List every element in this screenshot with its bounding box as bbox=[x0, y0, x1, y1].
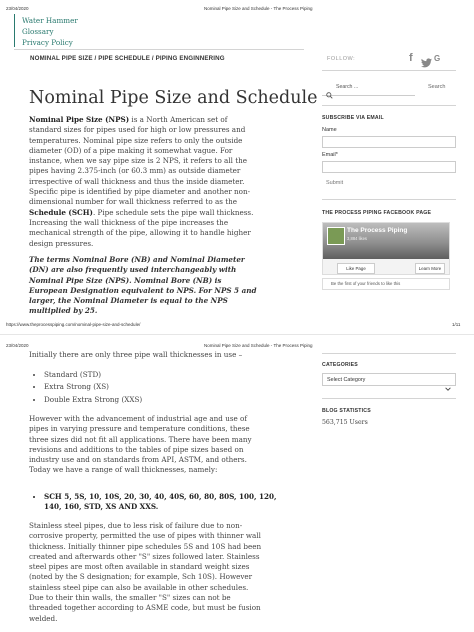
nps-term: Nominal Pipe Size (NPS) bbox=[29, 115, 130, 124]
twitter-icon[interactable] bbox=[421, 53, 432, 63]
page-separator bbox=[0, 334, 474, 335]
search-field[interactable] bbox=[322, 82, 415, 96]
stainless-paragraph: Stainless steel pipes, due to less risk of failure due to non-corrosive property, permitted the use of pipes with thinner wall thickness. Initially thinner pipe schedules 5S and 10S had been created and afterwards other "S" sizes followed later. Stainless steel pipes are most often available in standard weight sizes (noted by the S designation; for example, Sch 10S). However stainless steel pipe can also be available in other schedules. Due to their thin walls, the smaller "S" sizes can not be threaded together according to ASME code, but must be fusion welded. bbox=[29, 521, 262, 623]
list-item: • SCH 5, 5S, 10, 10S, 20, 30, 40, 40S, 60, 80, 80S, 100, 120, 140, 160, STD, XS AND XXS. bbox=[44, 492, 277, 513]
search-input[interactable]: Search ... bbox=[336, 84, 359, 90]
email-label: Email* bbox=[322, 152, 338, 158]
subscribe-heading: SUBSCRIBE VIA EMAIL bbox=[322, 115, 384, 121]
print-doc-title-2: Nominal Pipe Size and Schedule - The Process Piping bbox=[204, 343, 313, 348]
advancement-paragraph: However with the advancement of industrial age and use of pipes in varying pressure and temperature conditions, these three sizes did not fit all applications. There have been many revisions and additions to the tables of pipe sizes based on industry use and on standards from API, ASTM, and others. Today we have a range of wall thicknesses, namely: bbox=[29, 414, 252, 475]
thickness-list bbox=[29, 370, 264, 405]
facebook-page-thumbnail bbox=[327, 227, 345, 245]
name-field[interactable] bbox=[322, 136, 456, 148]
facebook-page-name[interactable]: The Process Piping bbox=[347, 227, 408, 234]
email-field[interactable] bbox=[322, 161, 456, 173]
blog-stats-heading: BLOG STATISTICS bbox=[322, 408, 371, 414]
list-item: • Standard (STD) bbox=[44, 370, 264, 380]
facebook-learn-more-button[interactable]: Learn More bbox=[415, 263, 445, 274]
submit-button[interactable]: Submit bbox=[326, 180, 344, 186]
list-item: • Extra Strong (XS) bbox=[44, 382, 264, 392]
footer-page-number: 1/11 bbox=[452, 322, 461, 327]
list-item: • Double Extra Strong (XXS) bbox=[44, 395, 264, 405]
search-button[interactable]: Search bbox=[428, 84, 446, 90]
footer-url: https://www.theprocesspiping.com/nominal-pipe-size-and-schedule/ bbox=[6, 322, 141, 327]
follow-label: FOLLOW: bbox=[327, 56, 356, 62]
google-plus-icon[interactable]: G bbox=[434, 54, 441, 63]
search-icon bbox=[326, 84, 333, 103]
schedule-term: Schedule (SCH) bbox=[29, 207, 93, 217]
facebook-footer-text: Be the first of your friends to like this bbox=[331, 281, 401, 286]
print-date: 23/04/2020 bbox=[6, 6, 29, 11]
chevron-down-icon bbox=[445, 377, 451, 396]
blog-stats-value: 563,715 Users bbox=[322, 419, 368, 426]
intro-text-a: is a North American set of standard sizes for pipes used for high or low pressures and temperatures. Nominal pipe size refers to only the outside diameter (OD) of a pipe making it somewhat vague. For instance, when we say pipe size is 2 NPS, it refers to all the pipes having 2.375-inch (or 60.3 mm) as outside diameter irrespective of wall thickness and thus the inside diameter. Specific pipe is identified by pipe diameter and another non-dimensional number for wall thickness referred to as the bbox=[29, 115, 251, 207]
intro-line: Initially there are only three pipe wall thicknesses in use – bbox=[29, 350, 243, 359]
category-select[interactable] bbox=[322, 373, 456, 386]
print-date-2: 23/04/2020 bbox=[6, 343, 29, 348]
divider-top bbox=[14, 49, 304, 50]
facebook-icon[interactable]: f bbox=[409, 52, 413, 64]
breadcrumb: NOMINAL PIPE SIZE / PIPE SCHEDULE / PIPING ENGINNERING bbox=[30, 55, 225, 62]
category-select-value: Select Category bbox=[327, 377, 366, 383]
left-accent-bar bbox=[14, 14, 15, 47]
top-link-water-hammer[interactable]: Water Hammer bbox=[22, 16, 78, 25]
facebook-likes-count: 3,884 likes bbox=[347, 236, 368, 241]
name-label: Name bbox=[322, 127, 337, 133]
top-link-glossary[interactable]: Glossary bbox=[22, 27, 54, 36]
facebook-widget-footer bbox=[322, 278, 450, 290]
intro-paragraph bbox=[29, 115, 260, 249]
divider-sidebar-4 bbox=[322, 353, 456, 354]
schedule-list bbox=[29, 492, 277, 513]
nominal-bore-note: The terms Nominal Bore (NB) and Nominal Diameter (DN) are also frequently used interchangeably with Nominal Pipe Size (NPS). Nominal Bore (NB) is European Designation equivalent to NPS. For NPS 5 and larger, the Nominal Diameter is equal to the NPS multiplied by 25. bbox=[29, 255, 257, 316]
categories-heading: CATEGORIES bbox=[322, 362, 358, 368]
facebook-like-button[interactable]: Like Page bbox=[337, 263, 375, 274]
print-doc-title: Nominal Pipe Size and Schedule - The Process Piping bbox=[204, 6, 313, 11]
article-title: Nominal Pipe Size and Schedule bbox=[29, 88, 318, 108]
divider-sidebar-3 bbox=[322, 199, 456, 200]
top-link-privacy-policy[interactable]: Privacy Policy bbox=[22, 38, 73, 47]
intro-text-b: . Pipe schedule sets the pipe wall thickness. Increasing the wall thickness of the pipe increases the mechanical strength of the pipe, allowing it to handle higher design pressures. bbox=[29, 207, 254, 248]
facebook-page-widget[interactable] bbox=[322, 222, 450, 275]
divider-sidebar-top bbox=[322, 70, 456, 71]
divider-sidebar-2 bbox=[322, 105, 456, 106]
divider-sidebar-5 bbox=[322, 398, 456, 399]
facebook-widget-heading: THE PROCESS PIPING FACEBOOK PAGE bbox=[322, 210, 432, 216]
